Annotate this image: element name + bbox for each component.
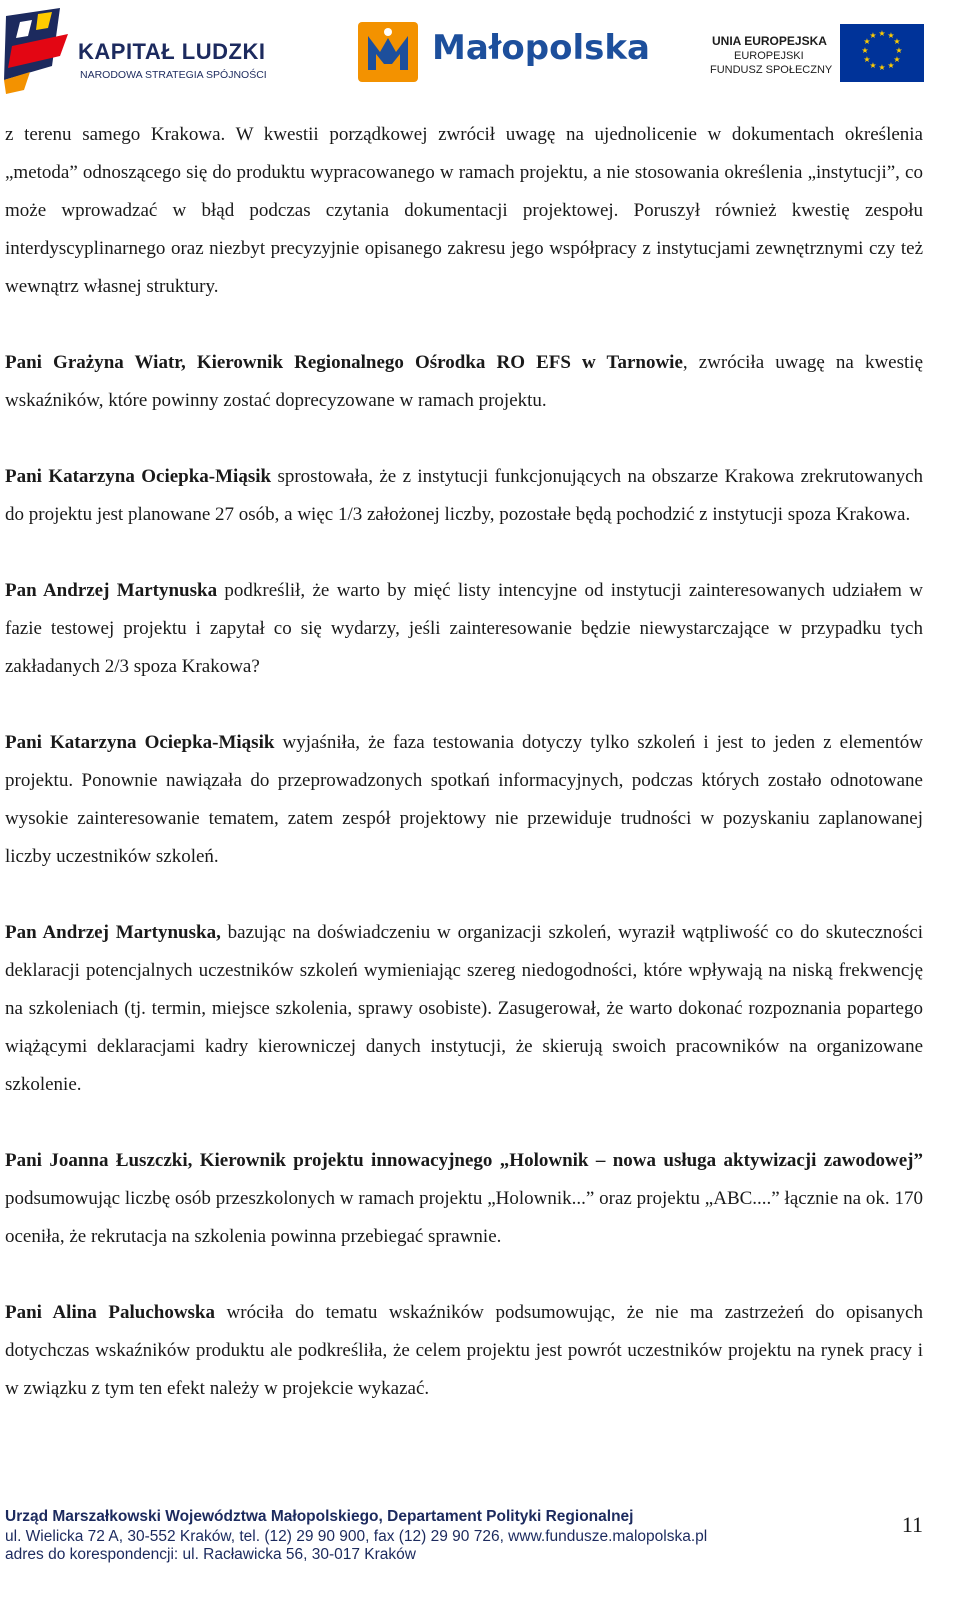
speaker-name: Pani Alina Paluchowska [5,1302,215,1323]
svg-text:★: ★ [887,61,895,70]
paragraph-text: wróciła do tematu wskaźników podsumowując, że nie ma zastrzeżeń do opisanych dotychczas wskaźników produktu ale podkreśliła, że celem projektu jest powrót uczestników projektu na rynek pracy i w związku z tym ten efekt należy w projekcie wykazać. [5,1302,923,1399]
kapital-ludzki-subtitle: NARODOWA STRATEGIA SPÓJNOŚCI [80,69,267,81]
eu-line-2: EUROPEJSKI [734,50,804,62]
paragraph-text: z terenu samego Krakowa. W kwestii porządkowej zwrócił uwagę na ujednolicenie w dokumentach określenia „metoda” odnoszącego się do produktu wypracowanego w ramach projektu, a nie stosowania określenia „instytucji”, co może wprowadzać w błąd podczas czytania dokumentacji projektowej. Poruszył również kwestię zespołu interdyscyplinarnego oraz niezbyt precyzyjnie opisanego zakresu jego współpracy z instytucjami zewnętrznymi czy też wewnątrz własnej struktury. [5,124,923,297]
svg-text:★: ★ [869,61,877,70]
paragraph-text: bazując na doświadczeniu w organizacji szkoleń, wyraził wątpliwość co do skuteczności deklaracji potencjalnych uczestników szkoleń wymieniając szereg niedogodności, które wpływają na niską frekwencję na szkoleniach (tj. termin, miejsce szkolenia, sprawy osobiste). Zasugerował, że warto dokonać rozpoznania popartego wiążącymi deklaracjami kadry kierowniczej danych instytucji, że skierują swoich pracowników na organizowane szkolenie. [5,922,923,1095]
paragraph [5,1294,923,1408]
speaker-name: Pan Andrzej Martynuska, [5,922,221,943]
eu-line-3: FUNDUSZ SPOŁECZNY [710,64,833,76]
kapital-ludzki-emblem-icon [2,6,74,94]
svg-text:★: ★ [887,31,895,40]
svg-text:★: ★ [893,55,901,64]
kapital-ludzki-title: KAPITAŁ LUDZKI [78,39,266,64]
paragraph [5,724,923,876]
eu-line-1: UNIA EUROPEJSKA [712,34,827,48]
footer-office: Urząd Marszałkowski Województwa Małopolskiego, Departament Polityki Regionalnej [5,1508,634,1525]
svg-text:★: ★ [863,37,871,46]
page-header [0,0,960,100]
malopolska-emblem-icon [358,22,418,82]
svg-text:★: ★ [863,55,871,64]
malopolska-logo [358,6,658,94]
eu-logo [700,6,940,94]
svg-text:★: ★ [861,46,869,55]
footer-address: ul. Wielicka 72 A, 30-552 Kraków, tel. (12) 29 90 900, fax (12) 29 90 726, www.fundusze.malopolska.pl [5,1528,708,1545]
speaker-name: Pani Grażyna Wiatr, Kierownik Regionalnego Ośrodka RO EFS w Tarnowie [5,352,683,373]
document-body [5,116,923,1408]
malopolska-title: Małopolska [432,28,650,68]
kapital-ludzki-logo [2,6,302,94]
svg-text:★: ★ [895,46,903,55]
speaker-name: Pani Joanna Łuszczki, Kierownik projektu innowacyjnego „Holownik – nowa usługa aktywizacji zawodowej” [5,1150,923,1171]
svg-text:★: ★ [869,31,877,40]
svg-text:★: ★ [878,63,886,72]
paragraph-text: wyjaśniła, że faza testowania dotyczy tylko szkoleń i jest to jeden z elementów projektu. Ponownie nawiązała do przeprowadzonych spotkań informacyjnych, podczas których zostało odnotowane wysokie zainteresowanie tematem, zatem zespół projektowy nie przewiduje trudności w pozyskaniu zaplanowanej liczby uczestników szkoleń. [5,732,924,867]
footer-correspondence: adres do korespondencji: ul. Racławicka 56, 30-017 Kraków [5,1546,416,1563]
speaker-name: Pan Andrzej Martynuska [5,580,218,601]
paragraph [5,344,923,420]
svg-text:★: ★ [878,29,886,38]
svg-text:★: ★ [893,37,901,46]
paragraph-text: podsumowując liczbę osób przeszkolonych w ramach projektu „Holownik...” oraz projektu „ABC....” łącznie na ok. 170 oceniła, że rekrutacja na szkolenia powinna przebiegać sprawnie. [5,1188,923,1247]
paragraph [5,1142,923,1256]
speaker-name: Pani Katarzyna Ociepka-Miąsik [5,732,275,753]
paragraph [5,116,923,306]
paragraph-text: , zwróciła uwagę na kwestię wskaźników, które powinny zostać doprecyzowane w ramach projektu. [5,352,923,411]
paragraph-text: sprostowała, że z instytucji funkcjonujących na obszarze Krakowa zrekrutowanych do projektu jest planowane 27 osób, a więc 1/3 założonej liczby, pozostałe będą pochodzić z instytucji spoza Krakowa. [5,466,923,525]
paragraph [5,914,923,1104]
paragraph [5,572,923,686]
speaker-name: Pani Katarzyna Ociepka-Miąsik [5,466,272,487]
eu-flag-icon [840,24,924,82]
page-number: 11 [901,1512,923,1537]
paragraph-text: podkreślił, że warto by mięć listy intencyjne od instytucji zainteresowanych udziałem w fazie testowej projektu i zapytał co się wydarzy, jeśli zainteresowanie będzie niewystarczające w przypadku tych zakładanych 2/3 spoza Krakowa? [5,580,923,677]
paragraph [5,458,923,534]
